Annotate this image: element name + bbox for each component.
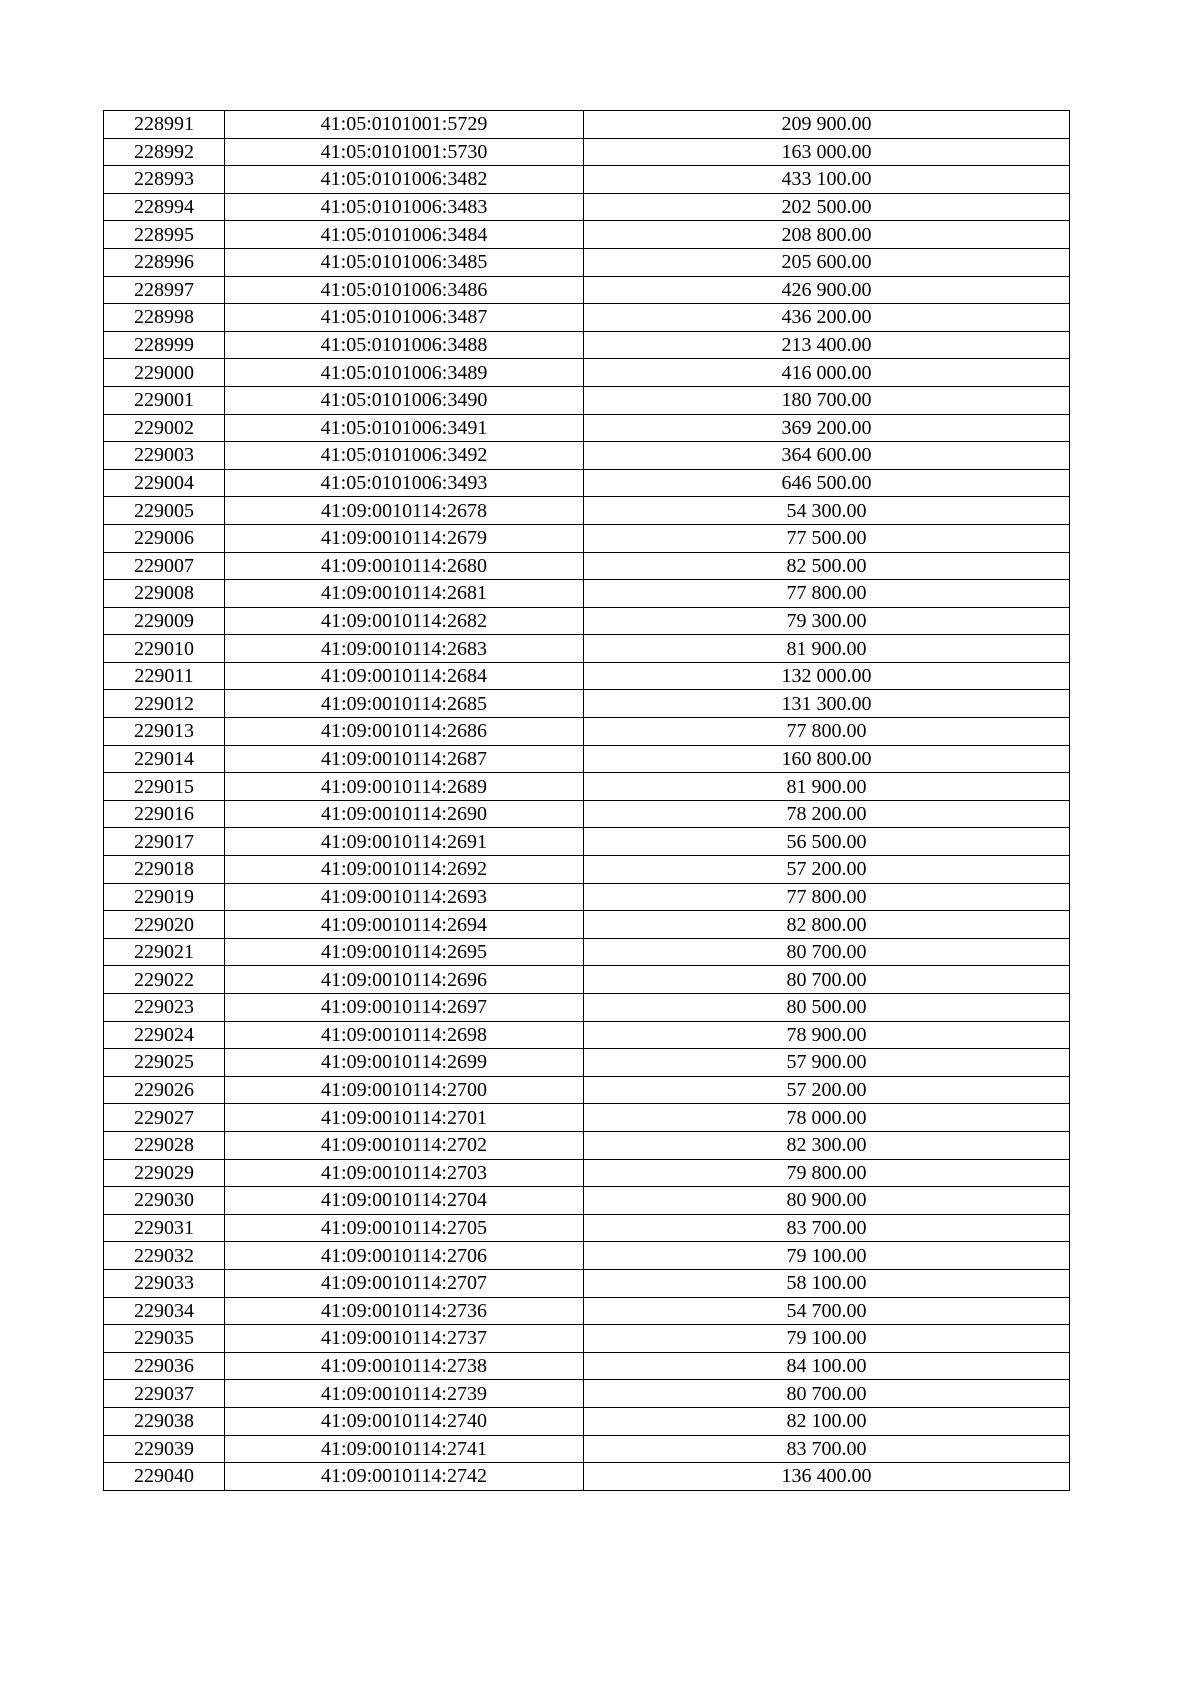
- cadastral-value-cell: 205 600.00: [584, 248, 1070, 276]
- row-number-cell: 229006: [104, 524, 225, 552]
- cadastral-value-cell: 163 000.00: [584, 138, 1070, 166]
- table-row: [104, 1325, 1070, 1353]
- cadastral-number-cell: 41:05:0101006:3490: [225, 386, 584, 414]
- table-row: [104, 856, 1070, 884]
- cadastral-number-cell: 41:05:0101006:3483: [225, 193, 584, 221]
- row-number-cell: 229005: [104, 497, 225, 525]
- row-number-cell: 228991: [104, 111, 225, 139]
- cadastral-number-cell: 41:09:0010114:2682: [225, 607, 584, 635]
- cadastral-number-cell: 41:09:0010114:2696: [225, 966, 584, 994]
- row-number-cell: 228999: [104, 331, 225, 359]
- table-row: [104, 966, 1070, 994]
- table-row: [104, 911, 1070, 939]
- cadastral-value-cell: 82 100.00: [584, 1407, 1070, 1435]
- cadastral-value-cell: 83 700.00: [584, 1435, 1070, 1463]
- table-row: [104, 773, 1070, 801]
- row-number-cell: 228996: [104, 248, 225, 276]
- table-row: [104, 994, 1070, 1022]
- cadastral-value-cell: 180 700.00: [584, 386, 1070, 414]
- cadastral-value-cell: 57 200.00: [584, 1076, 1070, 1104]
- table-row: [104, 497, 1070, 525]
- row-number-cell: 229040: [104, 1463, 225, 1491]
- row-number-cell: 229010: [104, 635, 225, 663]
- table-row: [104, 1352, 1070, 1380]
- row-number-cell: 229039: [104, 1435, 225, 1463]
- cadastral-value-cell: 56 500.00: [584, 828, 1070, 856]
- table-row: [104, 276, 1070, 304]
- cadastral-value-cell: 54 300.00: [584, 497, 1070, 525]
- cadastral-number-cell: 41:05:0101006:3491: [225, 414, 584, 442]
- table-row: [104, 1076, 1070, 1104]
- table-row: [104, 662, 1070, 690]
- cadastral-value-cell: 646 500.00: [584, 469, 1070, 497]
- cadastral-value-cell: 77 800.00: [584, 580, 1070, 608]
- row-number-cell: 229019: [104, 883, 225, 911]
- table-row: [104, 883, 1070, 911]
- row-number-cell: 228992: [104, 138, 225, 166]
- cadastral-value-cell: 58 100.00: [584, 1269, 1070, 1297]
- table-row: [104, 1242, 1070, 1270]
- table-row: [104, 524, 1070, 552]
- cadastral-number-cell: 41:09:0010114:2704: [225, 1187, 584, 1215]
- cadastral-value-cell: 213 400.00: [584, 331, 1070, 359]
- table-row: [104, 1049, 1070, 1077]
- cadastral-value-cell: 80 700.00: [584, 966, 1070, 994]
- cadastral-number-cell: 41:09:0010114:2680: [225, 552, 584, 580]
- cadastral-number-cell: 41:09:0010114:2737: [225, 1325, 584, 1353]
- cadastral-number-cell: 41:09:0010114:2697: [225, 994, 584, 1022]
- cadastral-value-cell: 160 800.00: [584, 745, 1070, 773]
- table-body: [104, 111, 1070, 1491]
- row-number-cell: 229032: [104, 1242, 225, 1270]
- row-number-cell: 229022: [104, 966, 225, 994]
- cadastral-value-cell: 209 900.00: [584, 111, 1070, 139]
- cadastral-number-cell: 41:05:0101006:3487: [225, 304, 584, 332]
- table-row: [104, 304, 1070, 332]
- row-number-cell: 229000: [104, 359, 225, 387]
- row-number-cell: 229037: [104, 1380, 225, 1408]
- table-row: [104, 442, 1070, 470]
- table-row: [104, 111, 1070, 139]
- table-row: [104, 607, 1070, 635]
- cadastral-number-cell: 41:05:0101006:3488: [225, 331, 584, 359]
- row-number-cell: 229003: [104, 442, 225, 470]
- cadastral-number-cell: 41:09:0010114:2707: [225, 1269, 584, 1297]
- cadastral-number-cell: 41:09:0010114:2692: [225, 856, 584, 884]
- row-number-cell: 229018: [104, 856, 225, 884]
- row-number-cell: 229029: [104, 1159, 225, 1187]
- cadastral-number-cell: 41:09:0010114:2695: [225, 938, 584, 966]
- cadastral-value-cell: 78 000.00: [584, 1104, 1070, 1132]
- table-row: [104, 745, 1070, 773]
- cadastral-number-cell: 41:09:0010114:2701: [225, 1104, 584, 1132]
- table-row: [104, 635, 1070, 663]
- table-row: [104, 1269, 1070, 1297]
- row-number-cell: 229031: [104, 1214, 225, 1242]
- cadastral-value-table: [103, 110, 1070, 1491]
- cadastral-value-cell: 132 000.00: [584, 662, 1070, 690]
- cadastral-value-cell: 78 200.00: [584, 800, 1070, 828]
- cadastral-value-cell: 80 700.00: [584, 1380, 1070, 1408]
- cadastral-number-cell: 41:09:0010114:2742: [225, 1463, 584, 1491]
- row-number-cell: 229035: [104, 1325, 225, 1353]
- table-row: [104, 580, 1070, 608]
- cadastral-number-cell: 41:05:0101006:3492: [225, 442, 584, 470]
- cadastral-value-cell: 77 800.00: [584, 718, 1070, 746]
- row-number-cell: 229024: [104, 1021, 225, 1049]
- cadastral-value-cell: 79 800.00: [584, 1159, 1070, 1187]
- cadastral-value-cell: 54 700.00: [584, 1297, 1070, 1325]
- cadastral-number-cell: 41:05:0101006:3493: [225, 469, 584, 497]
- row-number-cell: 229011: [104, 662, 225, 690]
- cadastral-number-cell: 41:09:0010114:2738: [225, 1352, 584, 1380]
- table-row: [104, 1463, 1070, 1491]
- row-number-cell: 229021: [104, 938, 225, 966]
- table-row: [104, 221, 1070, 249]
- row-number-cell: 229014: [104, 745, 225, 773]
- cadastral-number-cell: 41:05:0101006:3484: [225, 221, 584, 249]
- row-number-cell: 229015: [104, 773, 225, 801]
- cadastral-value-cell: 136 400.00: [584, 1463, 1070, 1491]
- cadastral-value-cell: 436 200.00: [584, 304, 1070, 332]
- row-number-cell: 229017: [104, 828, 225, 856]
- cadastral-value-cell: 80 500.00: [584, 994, 1070, 1022]
- row-number-cell: 229023: [104, 994, 225, 1022]
- row-number-cell: 229030: [104, 1187, 225, 1215]
- cadastral-number-cell: 41:05:0101006:3486: [225, 276, 584, 304]
- row-number-cell: 229013: [104, 718, 225, 746]
- row-number-cell: 229038: [104, 1407, 225, 1435]
- cadastral-value-cell: 77 500.00: [584, 524, 1070, 552]
- table-row: [104, 248, 1070, 276]
- table-row: [104, 359, 1070, 387]
- row-number-cell: 228998: [104, 304, 225, 332]
- cadastral-number-cell: 41:09:0010114:2703: [225, 1159, 584, 1187]
- cadastral-number-cell: 41:09:0010114:2699: [225, 1049, 584, 1077]
- row-number-cell: 228993: [104, 166, 225, 194]
- cadastral-value-cell: 202 500.00: [584, 193, 1070, 221]
- row-number-cell: 229007: [104, 552, 225, 580]
- cadastral-number-cell: 41:09:0010114:2700: [225, 1076, 584, 1104]
- cadastral-number-cell: 41:09:0010114:2686: [225, 718, 584, 746]
- row-number-cell: 228995: [104, 221, 225, 249]
- cadastral-number-cell: 41:09:0010114:2736: [225, 1297, 584, 1325]
- table-row: [104, 138, 1070, 166]
- cadastral-value-cell: 369 200.00: [584, 414, 1070, 442]
- cadastral-value-cell: 208 800.00: [584, 221, 1070, 249]
- cadastral-number-cell: 41:09:0010114:2685: [225, 690, 584, 718]
- cadastral-value-cell: 79 300.00: [584, 607, 1070, 635]
- table-row: [104, 828, 1070, 856]
- table-row: [104, 1214, 1070, 1242]
- table-row: [104, 938, 1070, 966]
- cadastral-number-cell: 41:09:0010114:2702: [225, 1131, 584, 1159]
- table-row: [104, 386, 1070, 414]
- row-number-cell: 229016: [104, 800, 225, 828]
- cadastral-value-cell: 131 300.00: [584, 690, 1070, 718]
- cadastral-number-cell: 41:09:0010114:2691: [225, 828, 584, 856]
- cadastral-number-cell: 41:05:0101006:3485: [225, 248, 584, 276]
- table-row: [104, 1187, 1070, 1215]
- cadastral-value-cell: 78 900.00: [584, 1021, 1070, 1049]
- row-number-cell: 228994: [104, 193, 225, 221]
- cadastral-value-cell: 81 900.00: [584, 635, 1070, 663]
- row-number-cell: 229027: [104, 1104, 225, 1132]
- cadastral-value-cell: 57 200.00: [584, 856, 1070, 884]
- table-row: [104, 1407, 1070, 1435]
- row-number-cell: 229036: [104, 1352, 225, 1380]
- cadastral-number-cell: 41:09:0010114:2689: [225, 773, 584, 801]
- table-row: [104, 469, 1070, 497]
- cadastral-number-cell: 41:09:0010114:2678: [225, 497, 584, 525]
- cadastral-value-cell: 84 100.00: [584, 1352, 1070, 1380]
- row-number-cell: 229028: [104, 1131, 225, 1159]
- row-number-cell: 229009: [104, 607, 225, 635]
- row-number-cell: 229026: [104, 1076, 225, 1104]
- row-number-cell: 228997: [104, 276, 225, 304]
- table-row: [104, 800, 1070, 828]
- cadastral-number-cell: 41:05:0101006:3489: [225, 359, 584, 387]
- table-row: [104, 1435, 1070, 1463]
- table-row: [104, 1380, 1070, 1408]
- row-number-cell: 229002: [104, 414, 225, 442]
- cadastral-value-cell: 433 100.00: [584, 166, 1070, 194]
- table-row: [104, 331, 1070, 359]
- table-row: [104, 166, 1070, 194]
- cadastral-number-cell: 41:09:0010114:2690: [225, 800, 584, 828]
- row-number-cell: 229008: [104, 580, 225, 608]
- table-row: [104, 1159, 1070, 1187]
- cadastral-value-cell: 79 100.00: [584, 1242, 1070, 1270]
- cadastral-value-cell: 80 900.00: [584, 1187, 1070, 1215]
- row-number-cell: 229034: [104, 1297, 225, 1325]
- row-number-cell: 229001: [104, 386, 225, 414]
- table-row: [104, 690, 1070, 718]
- cadastral-number-cell: 41:09:0010114:2681: [225, 580, 584, 608]
- cadastral-value-cell: 364 600.00: [584, 442, 1070, 470]
- row-number-cell: 229020: [104, 911, 225, 939]
- cadastral-number-cell: 41:09:0010114:2679: [225, 524, 584, 552]
- cadastral-value-cell: 82 800.00: [584, 911, 1070, 939]
- row-number-cell: 229025: [104, 1049, 225, 1077]
- table-row: [104, 552, 1070, 580]
- cadastral-value-cell: 57 900.00: [584, 1049, 1070, 1077]
- cadastral-value-cell: 80 700.00: [584, 938, 1070, 966]
- cadastral-number-cell: 41:09:0010114:2739: [225, 1380, 584, 1408]
- cadastral-number-cell: 41:05:0101001:5730: [225, 138, 584, 166]
- cadastral-value-cell: 416 000.00: [584, 359, 1070, 387]
- cadastral-number-cell: 41:09:0010114:2693: [225, 883, 584, 911]
- cadastral-number-cell: 41:09:0010114:2687: [225, 745, 584, 773]
- cadastral-number-cell: 41:09:0010114:2705: [225, 1214, 584, 1242]
- cadastral-number-cell: 41:09:0010114:2740: [225, 1407, 584, 1435]
- cadastral-value-cell: 79 100.00: [584, 1325, 1070, 1353]
- table-row: [104, 1297, 1070, 1325]
- cadastral-number-cell: 41:09:0010114:2706: [225, 1242, 584, 1270]
- cadastral-value-cell: 426 900.00: [584, 276, 1070, 304]
- cadastral-number-cell: 41:09:0010114:2694: [225, 911, 584, 939]
- table-row: [104, 718, 1070, 746]
- cadastral-number-cell: 41:09:0010114:2683: [225, 635, 584, 663]
- cadastral-number-cell: 41:09:0010114:2698: [225, 1021, 584, 1049]
- cadastral-number-cell: 41:05:0101001:5729: [225, 111, 584, 139]
- table-row: [104, 1104, 1070, 1132]
- cadastral-value-cell: 82 500.00: [584, 552, 1070, 580]
- row-number-cell: 229033: [104, 1269, 225, 1297]
- cadastral-number-cell: 41:09:0010114:2684: [225, 662, 584, 690]
- table-row: [104, 193, 1070, 221]
- cadastral-value-cell: 83 700.00: [584, 1214, 1070, 1242]
- cadastral-value-cell: 77 800.00: [584, 883, 1070, 911]
- table-row: [104, 1131, 1070, 1159]
- table-row: [104, 1021, 1070, 1049]
- table-row: [104, 414, 1070, 442]
- row-number-cell: 229012: [104, 690, 225, 718]
- cadastral-number-cell: 41:05:0101006:3482: [225, 166, 584, 194]
- row-number-cell: 229004: [104, 469, 225, 497]
- cadastral-value-cell: 81 900.00: [584, 773, 1070, 801]
- cadastral-value-cell: 82 300.00: [584, 1131, 1070, 1159]
- cadastral-number-cell: 41:09:0010114:2741: [225, 1435, 584, 1463]
